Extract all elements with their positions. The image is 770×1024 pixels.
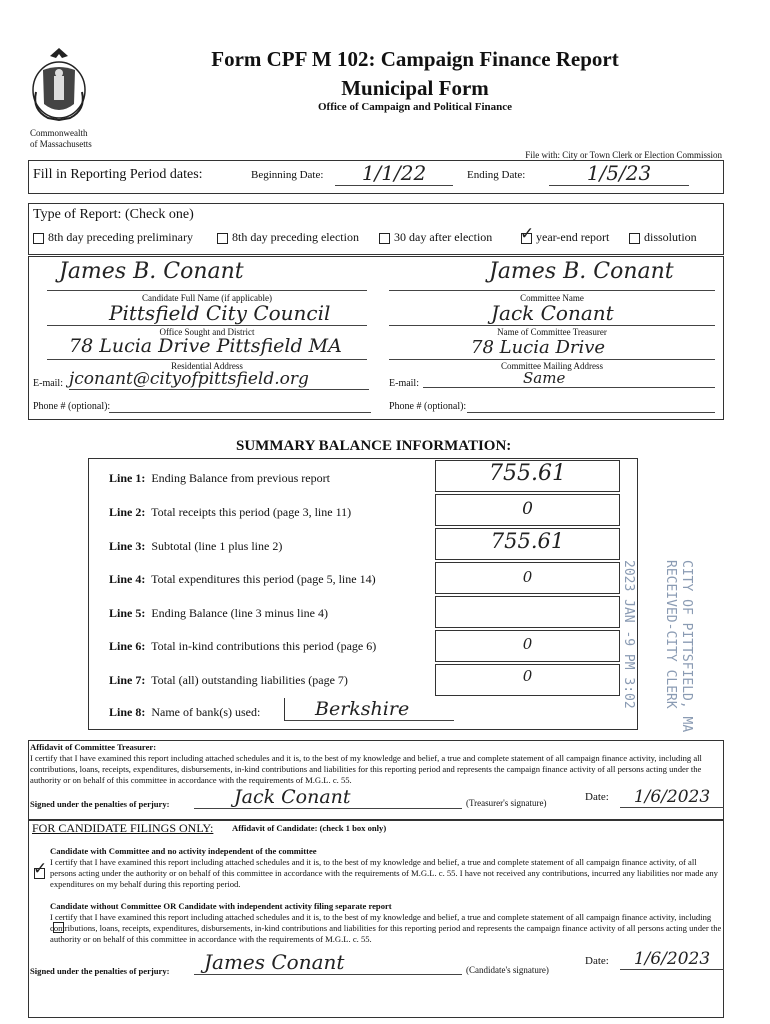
checkbox-checked[interactable] [520,223,535,244]
file-with-note: File with: City or Town Clerk or Election Commission [525,150,722,160]
committee-email-field[interactable]: Same [423,369,715,388]
candidate-phone-field[interactable] [109,411,371,413]
massachusetts-seal-icon [28,46,90,124]
summary-line-4: Line 4: Total expenditures this period (page 5, line 14) [109,572,376,586]
candidate-committee-box [28,256,724,420]
stamp-date: 2023 JAN -9 PM 3:02 [621,560,636,709]
candidate-date-label: Date: [585,955,609,967]
candidate-name-caption: Candidate Full Name (if applicable) [142,293,272,303]
stamp-received: RECEIVED-CITY CLERK [663,560,678,709]
option-year-end[interactable]: ✓ year-end report [520,223,610,244]
checkbox[interactable] [33,233,44,244]
candidate-name-field[interactable]: James B. Conant [59,259,244,284]
residential-address-caption: Residential Address [171,361,243,371]
line-2-value-field[interactable]: 0 [435,494,620,526]
option1-text: I certify that I have examined this report including attached schedules and it is, to the best of my knowledge and belief, a true and complete statement of all campaign finance activity, of all persons acting under the authority or on behalf of this committee in accordance with the requirements of M.G.L. c. 55. I have not received any contributions, incurred any liabilities nor made any expenditures on my behalf during this reporting period. [50,857,718,889]
option-8th-day-election[interactable]: 8th day preceding election [217,230,359,245]
summary-line-6: Line 6: Total in-kind contributions this period (page 6) [109,639,377,653]
line-7-value-field[interactable]: 0 [435,664,620,696]
treasurer-name-caption: Name of Committee Treasurer [497,327,607,337]
treasurer-affidavit-text: I certify that I have examined this report including attached schedules and it is, to the best of my knowledge and belief, a true and complete statement of all campaign finance activity, including all contributions, loans, receipts, expenditures, disbursements, in-kind contributions and liabilities for this reporting period and represents the campaign finance activity of all persons acting under the authority or on behalf of this committee in accordance with the requirements of M.G.L. c. 55. [30,753,702,785]
option-30-day-after[interactable]: 30 day after election [379,230,492,245]
committee-email-label: E-mail: [389,378,419,389]
form-subtitle: Municipal Form [341,76,489,100]
bank-name-field[interactable]: Berkshire [284,698,454,721]
report-type-label: Type of Report: (Check one) [33,207,194,222]
candidate-date-field[interactable]: 1/6/2023 [620,949,724,970]
checkbox[interactable] [629,233,640,244]
commonwealth-label: Commonwealth of Massachusetts [30,128,92,149]
committee-phone-field[interactable] [467,411,715,413]
line-3-value-field[interactable]: 755.61 [435,528,620,560]
summary-line-7: Line 7: Total (all) outstanding liabilities (page 7) [109,673,348,687]
office-name: Office of Campaign and Political Finance [317,101,512,113]
summary-line-1: Line 1: Ending Balance from previous report [109,471,330,485]
candidate-filings-subheading: Affidavit of Candidate: (check 1 box only) [232,823,387,833]
beginning-date-field[interactable]: 1/1/22 [335,161,453,186]
candidate-signature-field[interactable]: James Conant [194,950,462,975]
treasurer-signature-caption: (Treasurer's signature) [466,798,547,808]
summary-line-8: Line 8: Name of bank(s) used: [109,705,261,719]
checkbox[interactable] [217,233,228,244]
treasurer-signature-field[interactable]: Jack Conant [194,786,462,809]
report-type-box [28,203,724,255]
checkbox[interactable] [379,233,390,244]
treasurer-sign-label: Signed under the penalties of perjury: [30,799,170,809]
summary-line-2: Line 2: Total receipts this period (page 3, line 11) [109,505,352,519]
summary-heading: SUMMARY BALANCE INFORMATION: [236,438,512,454]
line-4-value-field[interactable]: 0 [435,562,620,594]
candidate-signature-caption: (Candidate's signature) [466,965,549,975]
committee-address-caption: Committee Mailing Address [501,361,603,371]
period-label: Fill in Reporting Period dates: [33,167,203,182]
line-5-value-field[interactable] [435,596,620,628]
ending-date-field[interactable]: 1/5/23 [549,161,689,186]
form-title: Form CPF M 102: Campaign Finance Report [211,47,619,71]
candidate-filings-heading: FOR CANDIDATE FILINGS ONLY: [32,821,214,835]
candidate-phone-label: Phone # (optional): [33,401,111,412]
treasurer-date-field[interactable]: 1/6/2023 [620,787,724,808]
treasurer-name-field[interactable]: Jack Conant [491,301,614,325]
office-sought-field[interactable]: Pittsfield City Council [109,301,331,325]
candidate-email-label: E-mail: [33,378,63,389]
checkmark-icon: ✓ [33,858,48,879]
candidate-email-field[interactable]: jconant@cityofpittsfield.org [69,369,369,390]
option-8th-day-preliminary[interactable]: 8th day preceding preliminary [33,230,193,245]
option2-title: Candidate without Committee OR Candidate with independent activity filing separate report [50,901,392,911]
line-6-value-field[interactable]: 0 [435,630,620,662]
checkmark-icon: ✓ [520,223,535,244]
committee-name-caption: Committee Name [520,293,584,303]
summary-line-5: Line 5: Ending Balance (line 3 minus line 4) [109,606,328,620]
committee-address-field[interactable]: 78 Lucia Drive [471,337,606,358]
line-1-value-field[interactable]: 755.61 [435,460,620,492]
received-stamp [606,560,702,750]
option-dissolution[interactable]: dissolution [629,230,697,245]
candidate-sign-label: Signed under the penalties of perjury: [30,966,170,976]
option1-title: Candidate with Committee and no activity independent of the committee [50,846,317,856]
treasurer-date-label: Date: [585,791,609,803]
committee-phone-label: Phone # (optional): [389,401,467,412]
reporting-period-box [28,160,724,194]
treasurer-affidavit-heading: Affidavit of Committee Treasurer: [30,742,157,752]
committee-name-field[interactable]: James B. Conant [489,259,674,284]
office-sought-caption: Office Sought and District [159,327,255,337]
option2-text: I certify that I have examined this report including attached schedules and it is, to the best of my knowledge and belief, a true and complete statement of all campaign finance activity, including contributions, loans, receipts, expenditures, disbursements, in-kind contributions and liabilities for this reporting period and represents the campaign finance activity of all persons acting under the authority or on behalf of this committee in accordance with the requirements of M.G.L. c. 55. [50,912,722,944]
residential-address-field[interactable]: 78 Lucia Drive Pittsfield MA [69,335,342,357]
stamp-city: CITY OF PITTSFIELD, MA [679,560,694,733]
ending-date-label: Ending Date: [467,169,526,181]
beginning-date-label: Beginning Date: [251,169,324,181]
summary-line-3: Line 3: Subtotal (line 1 plus line 2) [109,539,283,553]
option1-checkbox-checked[interactable] [33,858,48,879]
